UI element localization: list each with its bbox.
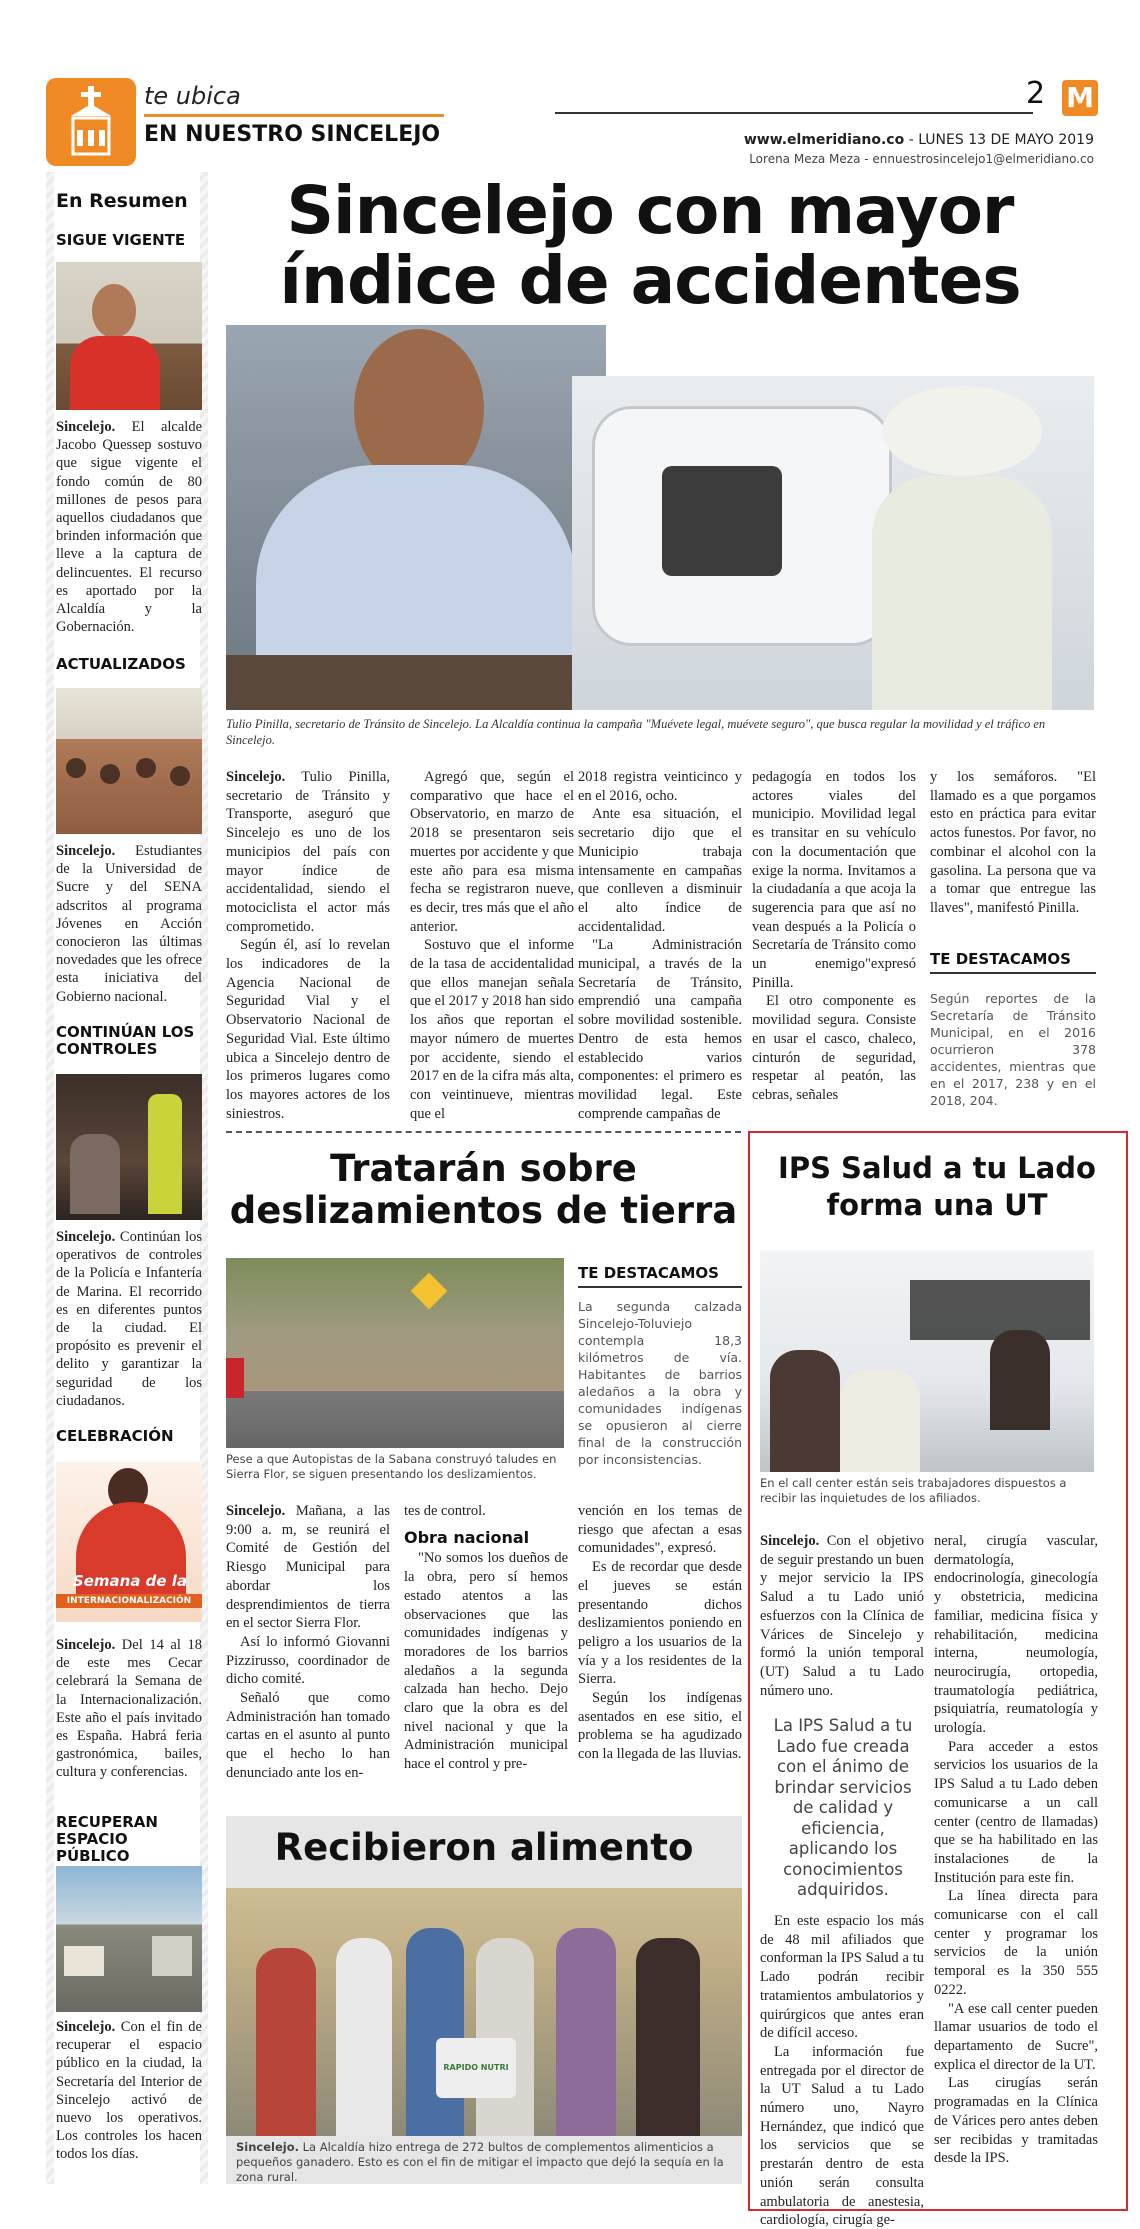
main-photo-official: [226, 325, 606, 710]
sidebar-heading-celebracion: CELEBRACIÓN: [56, 1427, 174, 1445]
sidebar-text-sigue-vigente: [56, 418, 202, 636]
sidebar-heading-controles: CONTINÚAN LOS CONTROLES: [56, 1023, 195, 1058]
food-headline: Recibieron alimento: [274, 1826, 694, 1869]
landslide-destacamos-heading: TE DESTACAMOS: [578, 1264, 742, 1288]
kicker-rule: [144, 114, 444, 117]
dateline-lead: Sincelejo.: [226, 769, 286, 785]
header-dateline: www.elmeridiano.co - LUNES 13 DE MAYO 2019: [743, 132, 1094, 148]
sidebar-photo-street: [56, 1866, 202, 2012]
main-col-4: pedagogía en todos los actores viales del municipio. Movilidad legal es transitar en su vehículo con la documentación que exige la norma. Invitamos a la ciudadanía a que acoja la sugerencia para que así no vean después a la Policía o Secretaría de Tránsito como un enemigo"expresó Pinilla. El otro componente es movilidad segura. Consiste en usar el casco, chaleco, cinturón de seguridad, respetar al peatón, las cebras, señales: [752, 769, 916, 1103]
main-col-2: Agregó que, según el comparativo que hace el Observatorio, en marzo de 2018 se presentaron seis muertes por accidente y que este año para esa misma fecha se registraron nueve, es decir, tres más que el año anterior. Sostuvo que el informe de la tasa de accidentalidad que ellos manejan señala que el 2017 y 2018 han sido los años que reportan el mayor número de muertes por accidente, siendo el 2017 en de la cifra más alta, con veintinueve, mientras que el: [410, 769, 574, 1122]
landslide-destacamos-text: La segunda calzada Sincelejo-Toluviejo contempla 18,3 kilómetros de vía. Habitantes de barrios aledaños a la obra y comunidades indígenas se opusieron al cierre final de la construcción por inconsistencias.: [578, 1299, 742, 1467]
ips-photo-caption: En el call center están seis trabajadores dispuestos a recibir las inquietudes de los afiliados.: [760, 1476, 1067, 1505]
ips-headline: IPS Salud a tu Lado forma una UT: [778, 1151, 1096, 1222]
sidebar-text-espacio-publico: [56, 2018, 202, 2164]
dateline-lead: Sincelejo.: [236, 2140, 299, 2154]
ips-col-2: neral, cirugía vascular, dermatología, endocrinología, ginecología y obstetricia, medicina familiar, medicina física y rehabilitación, medicina interna, neumología, neurocirugía, ortopedia, traumatología pediátrica, psiquiatría, reumatología y urología. Para acceder a estos servicios los usuarios de la IPS Salud a tu Lado deben comunicarse a un call center (centro de llamadas) que se ha habilitado en las instalaciones de la Institución para este fin. La línea directa para comunicarse con el call center y programar los servicios de la unión temporal es la 350 555 0222. "A ese call center pueden llamar usuarios de todo el departamento de Sucre", explica el director de la UT. Las cirugías serán programadas en la Clínica de Várices pero antes deben ser recibidas y tramitadas desde la IPS.: [934, 1533, 1098, 2167]
food-caption: Sincelejo. La Alcaldía hizo entrega de 272 bultos de complementos alimenticios a pequeños ganadero. Esto es con el fin de mitigar el impacto que dejó la sequía en la zona rural.: [236, 2140, 724, 2184]
sidebar-photo-mayor: [56, 262, 202, 410]
dateline-lead: Sincelejo.: [226, 1503, 286, 1519]
issue-date: LUNES 13 DE MAYO 2019: [918, 132, 1094, 148]
sidebar-text-celebracion: [56, 1636, 202, 1782]
main-col-1: Sincelejo. Tulio Pinilla, secretario de Tránsito y Transporte, aseguró que Sincelejo es uno de los municipios del país con mayor índice de accidentalidad, siendo el motociclista el actor más comprometido. Según él, así lo revelan los indicadores de la Agencia Nacional de Seguridad Vial y el Observatorio Nacional de Seguridad Vial. Este último ubica a Sincelejo dentro de los primeros lugares como los mayores actores de los siniestros.: [226, 769, 390, 1122]
sidebar-lead: Sincelejo.: [56, 1229, 116, 1245]
sidebar-lead: Sincelejo.: [56, 1637, 116, 1653]
food-bag-label: RAPIDO NUTRI: [436, 2038, 516, 2098]
ips-photo: [760, 1250, 1094, 1472]
landslide-headline: Tratarán sobre deslizamientos de tierra: [229, 1147, 738, 1232]
section-divider: [226, 1131, 741, 1133]
sidebar-poster: [56, 1462, 202, 1622]
sidebar-body: El alcalde Jacobo Quessep sostuvo que sigue vigente el fondo común de 80 millones de pesos para aquellos ciudadanos que brinden información que lleve a la captura de delincuentes. El recurso es aportado por la Alcaldía y la Gobernación.: [56, 419, 202, 636]
poster-title: Semana de la: [72, 1572, 188, 1590]
landslide-subhead: Obra nacional: [404, 1527, 530, 1547]
food-photo: [226, 1888, 742, 2136]
sidebar-text-controles: [56, 1228, 202, 1410]
sidebar-text-actualizados: [56, 842, 202, 1006]
page-number: 2: [1026, 76, 1046, 111]
landslide-col-2: tes de control. Obra nacional "No somos los dueños de la obra, pero sí hemos estado atentos a las observaciones que las comunidades indígenas y moradores de los barrios aledaños a la segunda calzada han hecho. Dejo claro que la obra es del nivel nacional y que la Administración municipal hace el control y pre-: [404, 1503, 568, 1773]
main-photo-caption: Tulio Pinilla, secretario de Tránsito de Sincelejo. La Alcaldía continua la campaña "Muévete legal, muévete seguro", que busca regular la movilidad y el tráfico en Sincelejo.: [226, 717, 1046, 747]
sidebar-photo-police: [56, 1074, 202, 1220]
sidebar-body: Continúan los operativos de controles de la Policía e Infantería de Marina. El recorrido es en diferentes puntos de la ciudad. El propósito es prevenir el delito y garantizar la seguridad de los ciudadanos.: [56, 1229, 202, 1409]
section-kicker: te ubica: [144, 82, 241, 110]
main-destacamos-heading: TE DESTACAMOS: [930, 950, 1096, 974]
dateline-lead: Sincelejo.: [760, 1533, 820, 1549]
sidebar-heading-espacio-publico: RECUPERAN ESPACIO PÚBLICO: [56, 1813, 158, 1865]
church-icon: [46, 78, 136, 166]
ips-col-1: Sincelejo. Con el objetivo de seguir prestando un buen y mejor servicio la IPS Salud a tu Lado unió esfuerzos con la Clínica de Várices de Sincelejo y formó la unión temporal (UT) Salud a tu Lado número uno.: [760, 1533, 924, 1699]
sidebar-photo-students: [56, 688, 202, 834]
ips-col-1b: En este espacio los más de 48 mil afiliados que conforman la IPS Salud a tu Lado podrán recibir tratamientos ambulatorios y quirúrgicos que antes eran de difícil acceso. La información fue entregada por el director de la UT Salud a tu Lado número uno, Nayro Hernández, que indicó que los servicios que se prestarán dentro de esta unión serán consulta ambulatoria de anestesia, cardiología, cirugía ge-: [760, 1913, 924, 2229]
main-destacamos-text: Según reportes de la Secretaría de Tránsito Municipal, en el 2016 ocurrieron 378 accidentes, mientras que en el 2017, 238 y en el 2018, 204.: [930, 991, 1096, 1108]
sidebar-title: En Resumen: [56, 190, 188, 212]
sidebar-body: Del 14 al 18 de este mes Cecar celebrará la Semana de la Internacionalización. Este año el país invitado es España. Habrá feria gastronómica, bailes, cultura y conferencias.: [56, 1637, 202, 1781]
main-headline: Sincelejo con mayor índice de accidentes: [279, 172, 1021, 319]
section-logo: [46, 78, 136, 166]
sidebar-heading-actualizados: ACTUALIZADOS: [56, 655, 186, 673]
landslide-col-3: vención en los temas de riesgo que afectan a esas comunidades", expresó. Es de recordar que desde el jueves se están presentando dichos deslizamientos poniendo en peligro a los usuarios de la vía y a los residentes de la Sierra. Según los indígenas asentados en ese sitio, el problema se ha agudizado con la llegada de las lluvias.: [578, 1503, 742, 1763]
main-col-3: 2018 registra veinticinco y en el 2016, ocho. Ante esa situación, el secretario dijo que el Municipio trabaja intensamente en campañas que conlleven a disminuir el alto índice de accidentalidad. "La Administración municipal, a través de la Secretaría de Tránsito, emprendió una campaña sobre movilidad sostenible. Dentro de esta hemos establecido varios componentes: el primero es movilidad legal. Este comprende campañas de: [578, 769, 742, 1122]
ips-pull-quote: La IPS Salud a tu Lado fue creada con el ánimo de brindar servicios de calidad y eficiencia, aplicando los conocimientos adquiridos.: [773, 1716, 913, 1899]
main-col-5: y los semáforos. "El llamado es a que porgamos esto en práctica para evitar actos funestos. Por favor, no combinar el alcohol con la gasolina. La persona que va a tomar que entregue las llaves", manifestó Pinilla.: [930, 769, 1096, 916]
landslide-col-1: Sincelejo. Mañana, a las 9:00 a. m, se reunirá el Comité de Gestión del Riesgo Municipal para abordar los desprendimientos de tierra en el sector Sierra Flor. Así lo informó Giovanni Pizzirusso, coordinador de dicho comité. Señaló que como Administración han tomado cartas en el asunto al punto que el hecho lo han denunciado ante los en-: [226, 1503, 390, 1781]
main-photo-traffic: [572, 376, 1094, 710]
header-rule: [555, 112, 1033, 114]
byline: Lorena Meza Meza - ennuestrosincelejo1@elmeridiano.co: [749, 152, 1094, 166]
section-title: EN NUESTRO SINCELEJO: [144, 122, 441, 147]
landslide-photo: [226, 1258, 564, 1448]
sidebar-heading-sigue-vigente: SIGUE VIGENTE: [56, 231, 186, 249]
sidebar-body: Estudiantes de la Universidad de Sucre y del SENA adscritos al programa Jóvenes en Acción conocieron las últimas novedades que les ofrece esta iniciativa del Gobierno nacional.: [56, 843, 202, 1005]
landslide-photo-caption: Pese a que Autopistas de la Sabana construyó taludes en Sierra Flor, se siguen presentando los deslizamientos.: [226, 1452, 557, 1481]
sidebar-lead: Sincelejo.: [56, 2019, 116, 2035]
poster-subtitle: INTERNACIONALIZACIÓN: [56, 1594, 202, 1608]
brand-badge: M: [1062, 80, 1098, 116]
sidebar-lead: Sincelejo.: [56, 843, 116, 859]
sidebar-body: Con el fin de recuperar el espacio público en la ciudad, la Secretaría del Interior de Sincelejo activó de nuevo los operativos. Los controles los hacen todos los días.: [56, 2019, 202, 2163]
sidebar-lead: Sincelejo.: [56, 419, 116, 435]
site-url[interactable]: www.elmeridiano.co: [743, 132, 905, 148]
